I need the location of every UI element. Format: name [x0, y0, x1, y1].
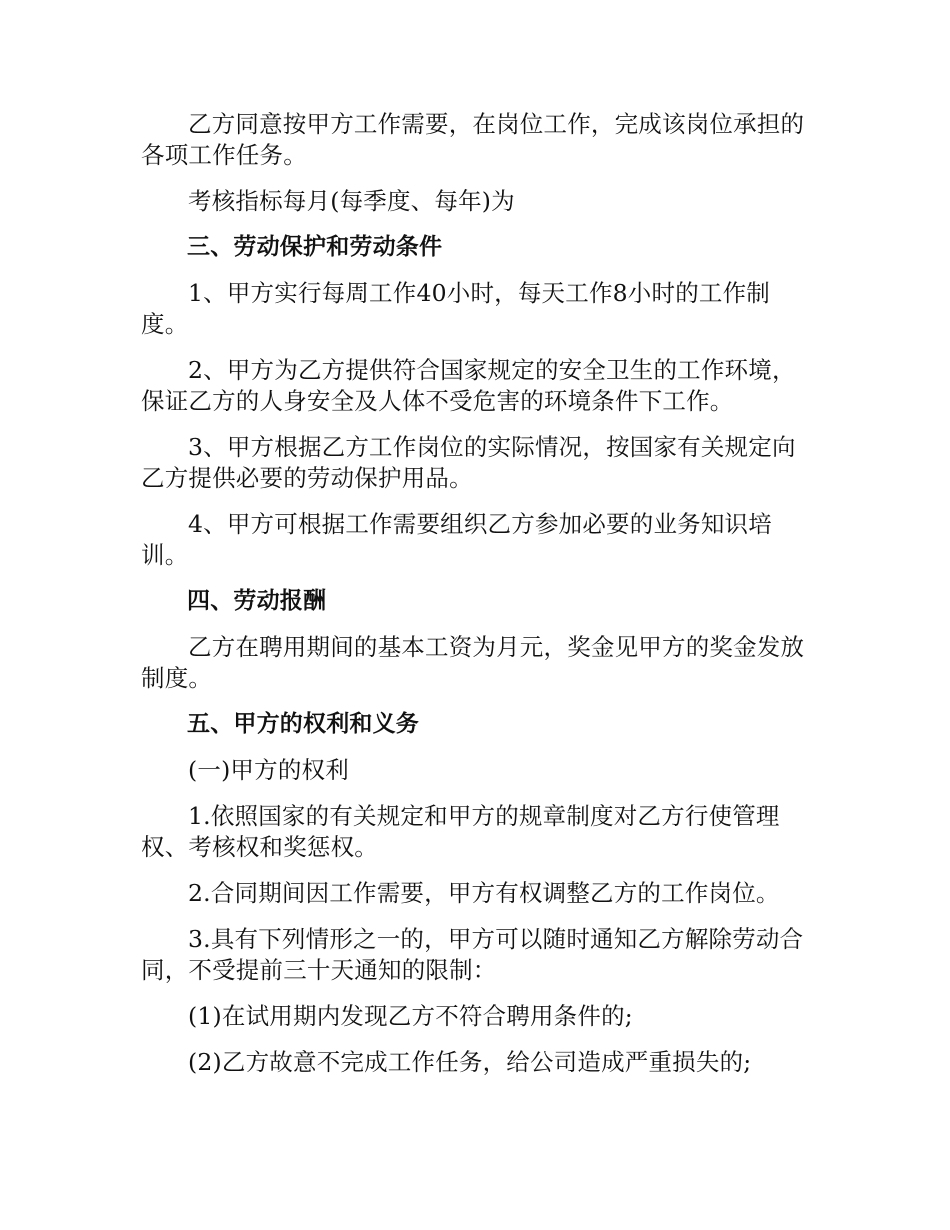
- paragraph-party-a-rights-title: (一)甲方的权利: [188, 756, 349, 784]
- paragraph-duty-acceptance: 乙方同意按甲方工作需要，在岗位工作，完成该岗位承担的各项工作任务。: [141, 110, 805, 169]
- paragraph-position-adjustment: 2.合同期间因工作需要，甲方有权调整乙方的工作岗位。: [188, 879, 780, 907]
- heading-labor-remuneration: 四、劳动报酬: [187, 588, 327, 614]
- paragraph-safety-environment: 2、甲方为乙方提供符合国家规定的安全卫生的工作环境，保证乙方的人身安全及人体不受危害的环境条件下工作。: [141, 356, 796, 415]
- heading-party-a-rights-duties: 五、甲方的权利和义务: [187, 711, 419, 737]
- paragraph-assessment-index: 考核指标每月(每季度、每年)为: [188, 187, 515, 215]
- paragraph-management-right: 1.依照国家的有关规定和甲方的规章制度对乙方行使管理权、考核权和奖惩权。: [141, 802, 780, 861]
- paragraph-salary: 乙方在聘用期间的基本工资为月元，奖金见甲方的奖金发放制度。: [141, 633, 805, 692]
- paragraph-termination-conditions: 3.具有下列情形之一的，甲方可以随时通知乙方解除劳动合同，不受提前三十天通知的限制：: [141, 925, 804, 984]
- paragraph-intentional-failure: (2)乙方故意不完成工作任务，给公司造成严重损失的;: [188, 1048, 752, 1076]
- document-body: [141, 109, 811, 1093]
- paragraph-working-hours: 1、甲方实行每周工作40小时，每天工作8小时的工作制度。: [141, 279, 771, 338]
- heading-labor-protection: 三、劳动保护和劳动条件: [187, 234, 443, 260]
- paragraph-training: 4、甲方可根据工作需要组织乙方参加必要的业务知识培训。: [141, 510, 772, 569]
- paragraph-probation-failure: (1)在试用期内发现乙方不符合聘用条件的;: [188, 1002, 633, 1030]
- paragraph-protective-equipment: 3、甲方根据乙方工作岗位的实际情况，按国家有关规定向乙方提供必要的劳动保护用品。: [141, 433, 796, 492]
